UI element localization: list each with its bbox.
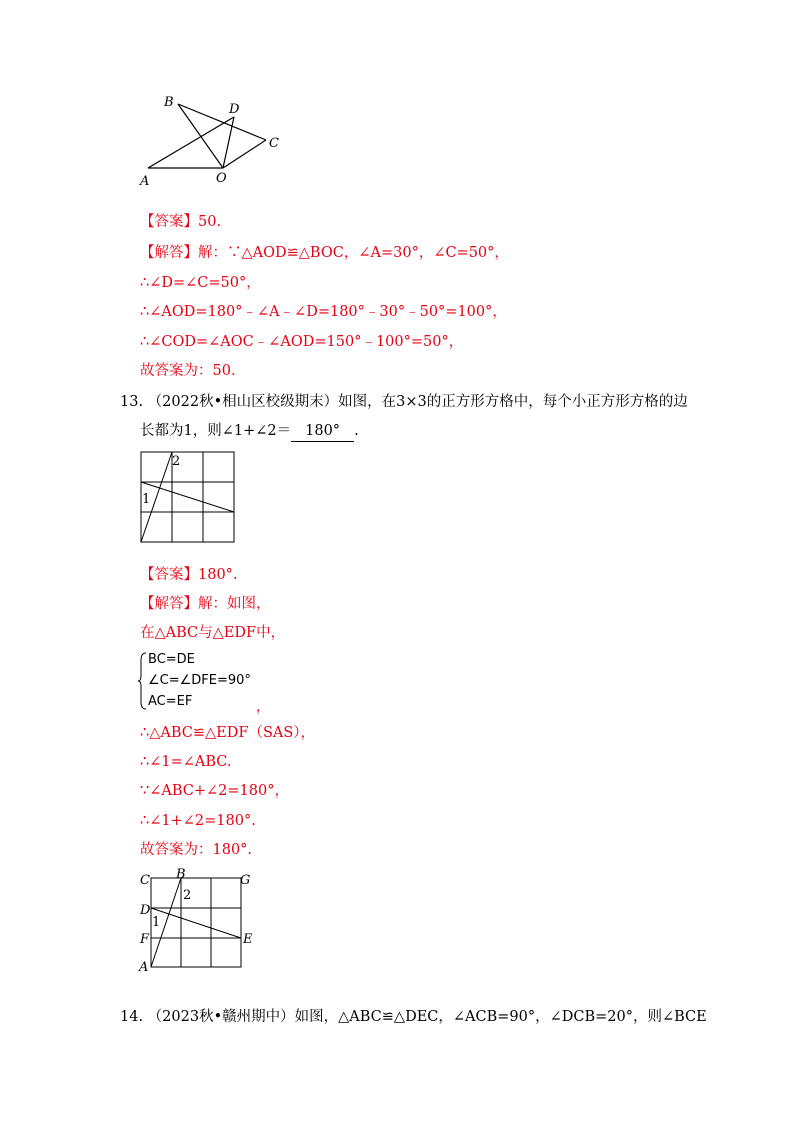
q12-answer (140, 212, 221, 232)
question-number: 13. (120, 394, 144, 410)
q13-jieda (140, 594, 271, 614)
question-number: 14. (120, 1009, 144, 1025)
point-label-F: F (140, 932, 150, 947)
solution-line: ∴∠AOD=180°﹣∠A﹣∠D=180°﹣30°﹣50°=100°， (140, 304, 507, 320)
solution-line: 解：如图， (198, 596, 271, 612)
question-text: （2022秋•相山区校级期末）如图，在3×3的正方形方格中，每个小正方形方格的边 (147, 394, 688, 410)
angle-label-2: 2 (183, 888, 192, 903)
label-O: O (216, 171, 227, 186)
solution-line: 故答案为：180°. (140, 842, 253, 858)
left-brace-icon (138, 652, 148, 710)
grid-figure-3x3 (138, 448, 238, 544)
answer-value: 180°. (198, 567, 238, 583)
angle-label-1: 1 (142, 492, 151, 507)
answer-tag: 【答案】 (140, 214, 198, 230)
question-text: 长都为1，则∠1+∠2＝ (140, 423, 292, 439)
solution-line: ∴∠D=∠C=50°， (140, 275, 261, 291)
solution-line: 解：∵△AOD≌△BOC，∠A=30°，∠C=50°， (198, 245, 509, 261)
solution-line: ∴∠1=∠ABC. (140, 754, 232, 770)
grid-figure-solution (136, 868, 266, 976)
jieda-tag: 【解答】 (140, 596, 198, 612)
point-label-E: E (243, 932, 253, 947)
solution-line: ∴△ABC≌△EDF（SAS）， (140, 725, 316, 741)
angle-label-1: 1 (152, 915, 161, 930)
point-label-B: B (176, 868, 186, 882)
solution-line: ∴∠COD=∠AOC﹣∠AOD=150°﹣100°=50°， (140, 334, 464, 350)
system-row: BC=DE (148, 652, 195, 667)
angle-label-2: 2 (172, 454, 181, 469)
question-text: （2023秋•赣州期中）如图，△ABC≌△DEC，∠ACB=90°，∠DCB=20°，则∠BCE (147, 1009, 707, 1025)
point-label-C: C (140, 873, 150, 888)
solution-line: ∴∠1+∠2=180°. (140, 813, 256, 829)
system-comma: ， (256, 699, 270, 715)
q12-jieda (140, 243, 509, 263)
solution-line: 在△ABC与△EDF中， (140, 625, 286, 641)
q13-answer (140, 565, 238, 585)
answer-tag: 【答案】 (140, 567, 198, 583)
triangle-figure-aodboc (138, 92, 288, 192)
solution-line: 故答案为：50. (140, 363, 236, 379)
system-row: AC=EF (148, 694, 193, 709)
label-A: A (140, 174, 150, 189)
system-row: ∠C=∠DFE=90° (148, 673, 251, 688)
label-B: B (164, 95, 174, 110)
label-D: D (229, 102, 240, 117)
jieda-tag: 【解答】 (140, 245, 198, 261)
solution-line: ∵∠ABC+∠2=180°， (140, 783, 289, 799)
point-label-A: A (139, 960, 149, 975)
answer-blank: 180° (291, 421, 354, 442)
question-text-end: . (354, 423, 359, 439)
question-13 (120, 392, 688, 412)
equation-system (138, 652, 268, 710)
point-label-D: D (140, 903, 151, 918)
label-C: C (269, 136, 279, 151)
point-label-G: G (240, 873, 251, 888)
question-14 (120, 1007, 707, 1027)
answer-value: 50. (198, 214, 222, 230)
question-13-line2 (140, 421, 359, 442)
